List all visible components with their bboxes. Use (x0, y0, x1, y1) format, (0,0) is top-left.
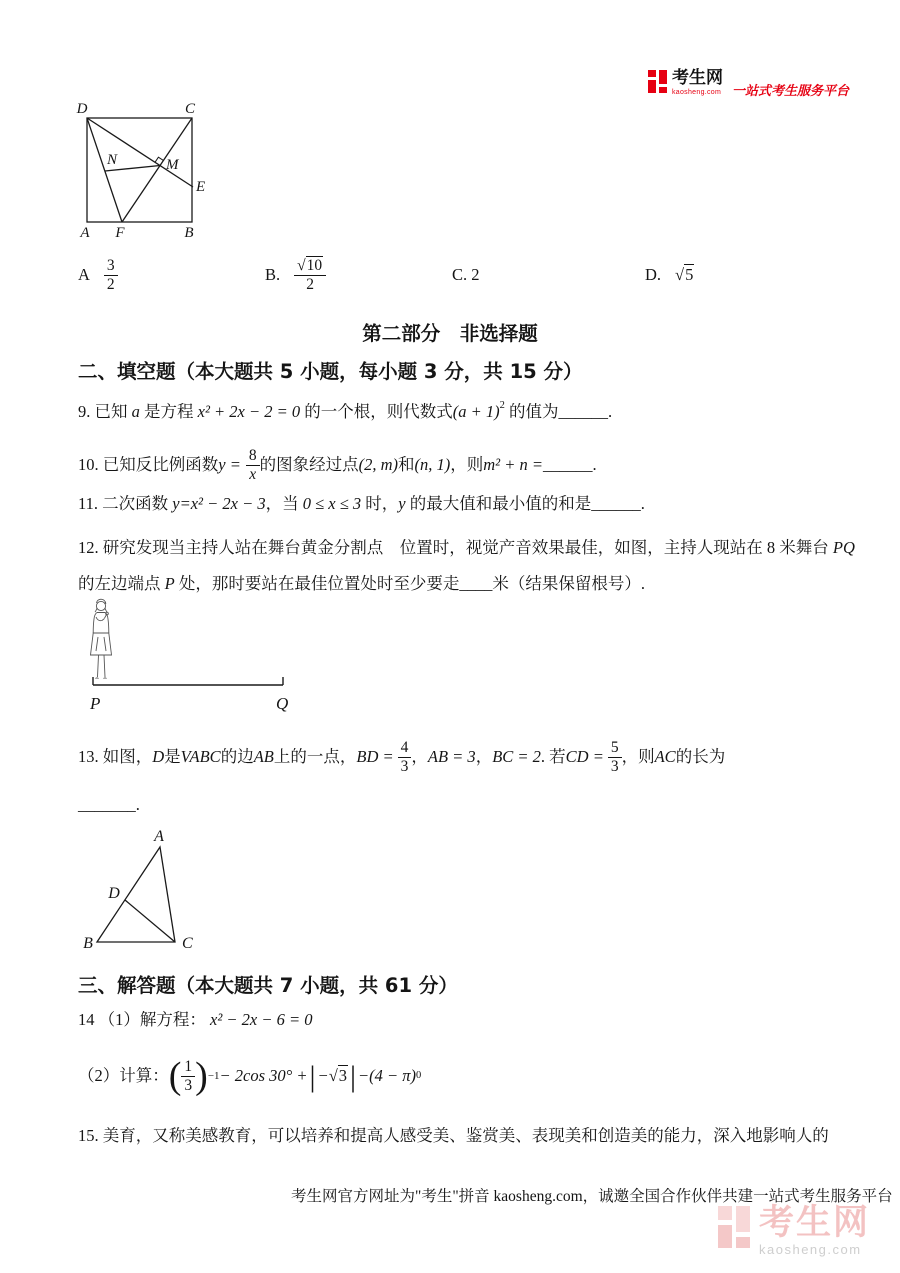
q11-function: y=x² − 2x − 3 (172, 494, 266, 513)
watermark-domain: kaosheng.com (759, 1242, 862, 1257)
q13-ac: AC (654, 746, 676, 766)
q11-blank: 的最大值和最小值的和是______. (405, 494, 645, 513)
question-13 (78, 733, 725, 781)
q14-cos-term: − 2cos 30° + (219, 1065, 308, 1085)
choice-c (452, 252, 480, 298)
question-12-line2 (78, 572, 645, 597)
square-label-d: D (76, 101, 88, 117)
question-12-line1 (78, 536, 855, 561)
fill-section-heading: 二、填空题（本大题共 5 小题，每小题 3 分，共 15 分） (78, 360, 583, 383)
q9-equation: x² + 2x − 2 = 0 (197, 402, 301, 421)
stage-pq-figure (60, 595, 340, 725)
question-11 (78, 492, 645, 517)
pq-label-q: Q (276, 694, 289, 713)
q13-text2: 是 (164, 746, 181, 766)
q9-var-a: a (131, 402, 140, 421)
kaosheng-logo-icon (648, 70, 667, 93)
q14-minus: − (317, 1065, 329, 1085)
question-9 (78, 398, 612, 425)
q10-expr: m² + n = (483, 454, 544, 474)
choice-c-label: C. 2 (452, 264, 480, 284)
square-label-c: C (184, 101, 196, 117)
q10-point1: (2, m) (358, 454, 398, 474)
choice-b-label: B. (265, 264, 281, 284)
q11-var-y: y (398, 494, 406, 513)
logo-title: 考生网 (672, 68, 723, 88)
q13-frac2-num: 5 (608, 739, 622, 758)
q12-p: P (164, 574, 175, 593)
q13-ab: AB (253, 746, 274, 766)
q13-frac1-den: 3 (400, 757, 409, 775)
part3-heading: 三、解答题（本大题共 7 小题，共 61 分） (78, 974, 458, 997)
q13-ab3: AB = 3 (427, 746, 476, 766)
watermark-logo-icon (718, 1206, 750, 1248)
choice-d-label: D. (645, 264, 662, 284)
square-geometry-figure (60, 95, 280, 245)
square-label-f: F (115, 225, 125, 241)
abs-bar-right: | (350, 1059, 357, 1093)
choice-b-frac-den: 2 (306, 275, 315, 293)
q13-text7: 的长为 (675, 746, 726, 766)
q14-exponent-neg1: −1 (207, 1069, 220, 1082)
q13-text: 13. 如图， (78, 746, 153, 766)
kaosheng-watermark (718, 1203, 871, 1257)
q13-bd: BD = (356, 746, 394, 766)
pq-label-p: P (90, 694, 101, 713)
q13-bc2: BC = 2 (492, 746, 541, 766)
q9-text3: 的一个根，则代数式 (300, 402, 453, 421)
q14-frac-num: 1 (181, 1058, 195, 1077)
choice-a-label: A (78, 264, 90, 284)
q12-text2: 的左边端点 (78, 574, 165, 593)
q12-text: 12. 研究发现当主持人站在舞台黄金分割点 位置时，视觉产音效果最佳，如图，主持人现站在 8 米舞台 (78, 538, 833, 557)
q14-text2: （2）计算： (78, 1065, 169, 1085)
question-15: 15. 美育，又称美感教育，可以培养和提高人感受美、鉴赏美、表现美和创造美的能力，深入地影响人的 (78, 1126, 829, 1145)
q11-text2: ，当 (265, 494, 303, 513)
q13-frac1-num: 4 (398, 739, 412, 758)
choice-d-radicand: 5 (685, 264, 694, 284)
tri-label-a: A (154, 828, 164, 845)
square-label-n: N (106, 152, 118, 168)
q9-blank: 的值为______. (504, 402, 613, 421)
q14-exponent-zero: 0 (416, 1070, 422, 1082)
watermark-title: 考生网 (759, 1203, 871, 1243)
square-label-m: M (166, 157, 179, 173)
q9-text: 9. 已知 (78, 402, 132, 421)
q13-text5: . 若 (540, 746, 566, 766)
logo-tagline: 一站式考生服务平台 (732, 84, 850, 99)
question-14-part2: （2）计算： ( $\frac{1}{3}$ ) −1 − 2cos 30° + | − √3 | − (4 − π) 0 (78, 1054, 422, 1097)
q13-frac2-den: 3 (610, 757, 619, 775)
q13-var-d: D (152, 746, 165, 766)
q13-sep1: ， (411, 746, 428, 766)
q10-text3: 和 (398, 454, 415, 474)
triangle-figure (60, 820, 260, 960)
square-label-b: B (184, 225, 194, 241)
question-10 (78, 437, 597, 493)
q12-blank: 处，那时要站在最佳位置处时至少要走____米（结果保留根号）. (174, 574, 645, 593)
choice-d: D. √5 (645, 252, 694, 298)
question-14-part1 (78, 1008, 313, 1033)
q11-text3: 时， (361, 494, 399, 513)
q12-pq: PQ (832, 538, 855, 557)
logo-domain: kaosheng.com (672, 89, 722, 96)
choice-a-frac-den: 2 (106, 275, 115, 293)
pq-segment (93, 677, 283, 685)
open-paren: ( (168, 1054, 182, 1097)
q14-frac-den: 3 (184, 1076, 193, 1094)
q9-paren-expr: (a + 1) (452, 402, 500, 421)
close-paren: ) (195, 1054, 208, 1097)
choice-a-frac-num: 3 (104, 257, 118, 276)
q14-radicand: 3 (338, 1065, 347, 1085)
footer-note: 考生网官方网址为"考生"拼音 kaosheng.com，诚邀全国合作伙伴共建一站式考生服务平台 (291, 1188, 893, 1205)
q13-text4: 上的一点， (273, 746, 357, 766)
square-label-a: A (80, 225, 90, 241)
abs-bar-left: | (309, 1059, 316, 1093)
choice-b: B. $\frac{√10}{2}$ (265, 248, 326, 302)
q13-cd: CD = (565, 746, 604, 766)
tri-label-d: D (108, 885, 120, 902)
q13-text6: ，则 (621, 746, 655, 766)
q10-text2: 的图象经过点 (259, 454, 359, 474)
q13-triangle: VABC (180, 746, 221, 766)
question-13-blank-line: _______. (78, 795, 140, 814)
kaosheng-logo (648, 70, 849, 99)
q9-text2: 是方程 (139, 402, 198, 421)
q10-point2: (n, 1) (414, 454, 451, 474)
q14-equation: x² − 2x − 6 = 0 (210, 1010, 313, 1029)
q10-y-equals: y = (218, 454, 241, 474)
q14-pi-paren: (4 − π) (369, 1065, 417, 1085)
q13-text3: 的边 (220, 746, 254, 766)
part2-title: 第二部分 非选择题 (362, 322, 538, 345)
square-label-e: E (196, 179, 206, 195)
choice-a (78, 252, 118, 298)
q13-sep2: ， (475, 746, 493, 766)
q14-text1: 14 （1）解方程： (78, 1010, 210, 1029)
q11-text: 11. 二次函数 (78, 494, 173, 513)
q10-blank: ______. (543, 454, 597, 474)
tri-label-c: C (182, 935, 193, 952)
q10-frac-den: x (249, 465, 257, 483)
choice-b-radicand: 10 (306, 256, 323, 274)
q10-text: 10. 已知反比例函数 (78, 454, 219, 474)
tri-label-b: B (83, 935, 93, 952)
q11-domain: 0 ≤ x ≤ 3 (302, 494, 362, 513)
q10-text4: ，则 (450, 454, 484, 474)
q14-minus2: − (358, 1065, 370, 1085)
q10-frac-num: 8 (246, 447, 260, 466)
presenter-person-icon (91, 599, 112, 678)
q9-exponent: 2 (499, 400, 505, 411)
